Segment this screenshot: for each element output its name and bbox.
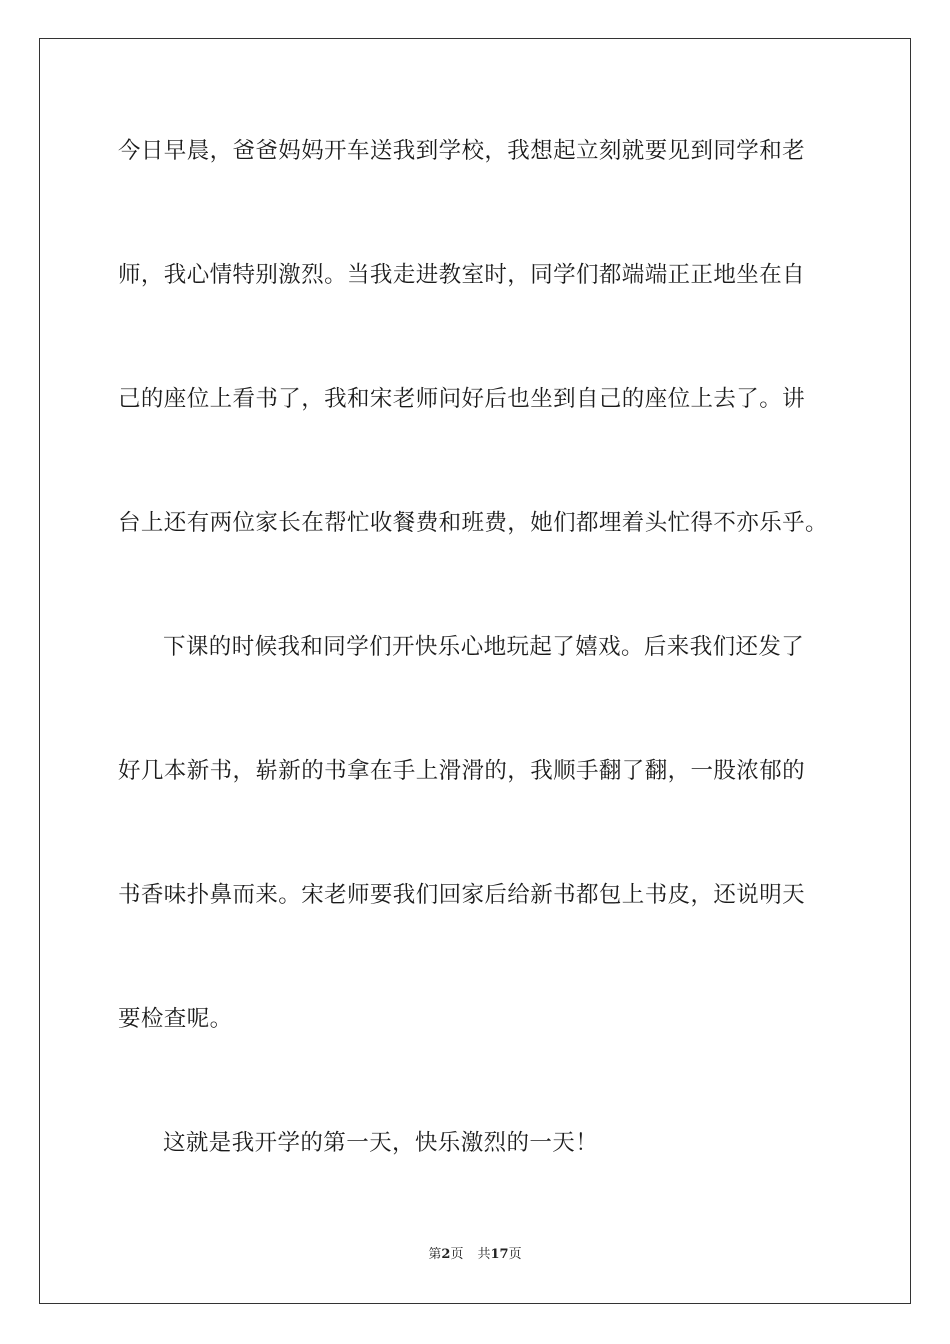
total-pages-prefix: 共	[477, 1247, 491, 1262]
page-number-prefix: 第	[428, 1247, 442, 1262]
paragraph-2-line-2: 好几本新书，崭新的书拿在手上滑滑的，我顺手翻了翻，一股浓郁的	[118, 758, 806, 784]
paragraph-1-line-3: 己的座位上看书了，我和宋老师问好后也坐到自己的座位上去了。讲	[118, 386, 806, 412]
paragraph-2-line-3: 书香味扑鼻而来。宋老师要我们回家后给新书都包上书皮，还说明天	[118, 882, 806, 908]
page-number-suffix: 页	[450, 1247, 464, 1262]
page-number: 2	[441, 1247, 451, 1262]
paragraph-1-line-4: 台上还有两位家长在帮忙收餐费和班费，她们都埋着头忙得不亦乐乎。	[118, 510, 828, 536]
paragraph-2-line-4: 要检查呢。	[118, 1006, 233, 1032]
page-footer	[0, 1246, 950, 1264]
page-border	[39, 38, 911, 1304]
paragraph-2-line-1: 下课的时候我和同学们开快乐心地玩起了嬉戏。后来我们还发了	[163, 634, 805, 660]
paragraph-1-line-2: 师，我心情特别激烈。当我走进教室时，同学们都端端正正地坐在自	[118, 262, 806, 288]
paragraph-3-line-1: 这就是我开学的第一天，快乐激烈的一天！	[163, 1130, 599, 1156]
total-pages-suffix: 页	[508, 1247, 522, 1262]
paragraph-1-line-1: 今日早晨，爸爸妈妈开车送我到学校，我想起立刻就要见到同学和老	[118, 138, 806, 164]
total-pages: 17	[490, 1247, 509, 1262]
